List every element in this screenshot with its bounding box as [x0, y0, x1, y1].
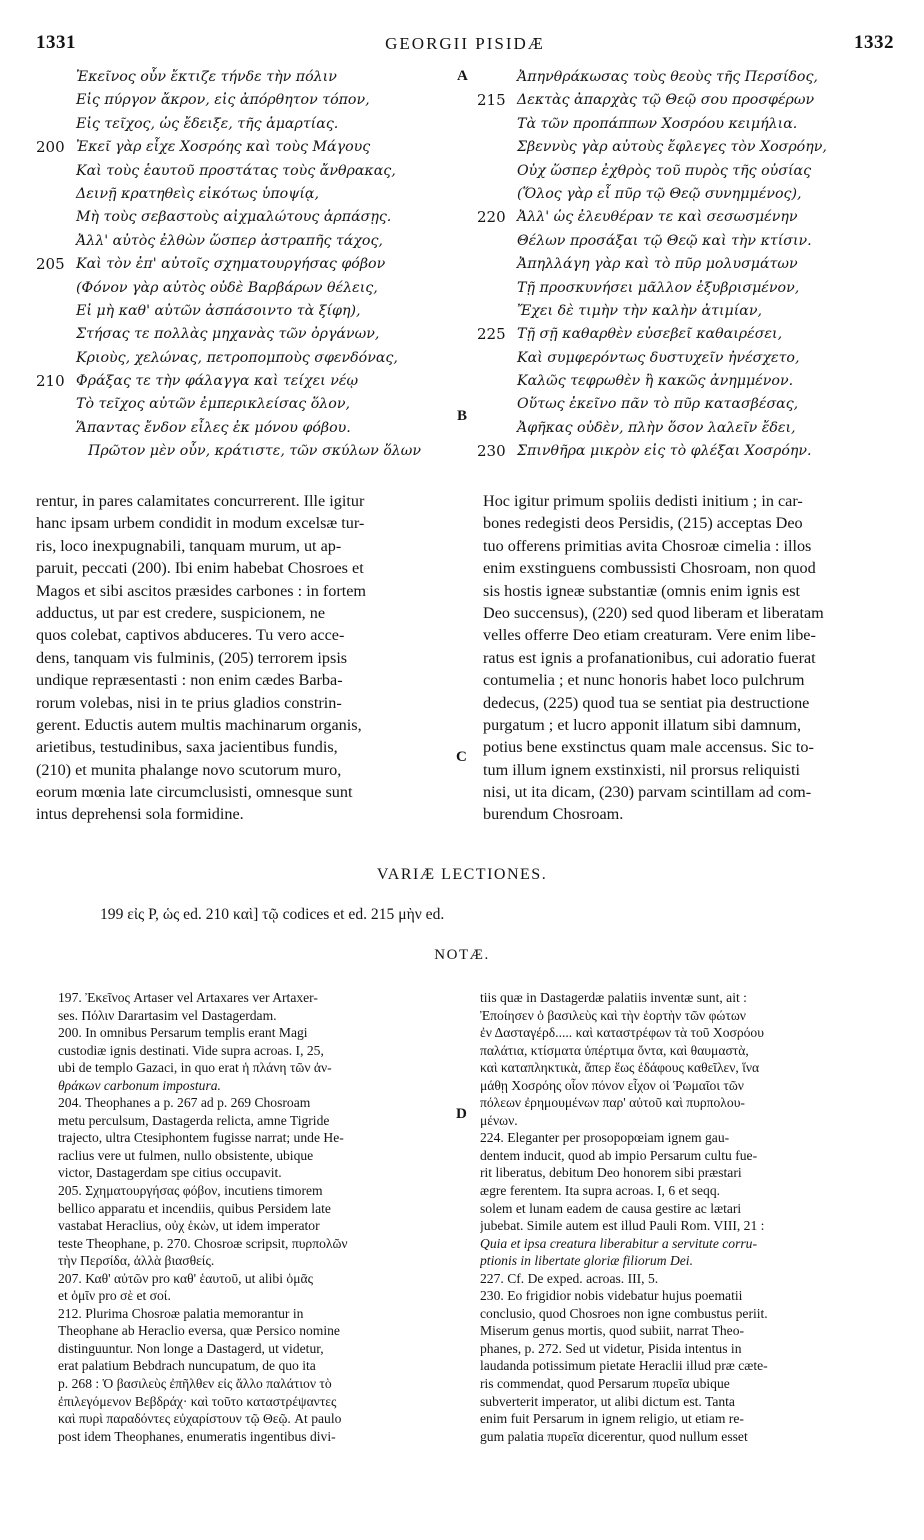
note-line: ris commendat, quod Persarum πυρεῖα ubique [480, 1376, 730, 1392]
verse-line [36, 417, 456, 440]
margin-marker-b: B [457, 408, 468, 424]
latin-line: intus deprehensi sola formidine. [36, 805, 244, 824]
verse-line [477, 277, 882, 300]
note-line: 227. Cf. De exped. acroas. III, 5. [480, 1270, 659, 1286]
page-number-left: 1331 [36, 32, 76, 53]
verse-line [477, 393, 882, 416]
verse-line [36, 253, 456, 276]
verse-line [36, 277, 456, 300]
latin-line: gerent. Eductis autem multis machinarum organis, [36, 715, 362, 734]
note-line: bellico apparatu et incendiis, quibus Persidem late [58, 1200, 331, 1216]
note-line: ses. Πόλιν Darartasim vel Dastagerdam. [58, 1007, 277, 1023]
note-line: 212. Plurima Chosroæ palatia memorantur in [58, 1305, 304, 1321]
latin-line: Magos et sibi ascitos præsides carbones : in fortem [36, 581, 366, 600]
note-line: phanes, p. 272. Sed ut videtur, Pisida intentus in [480, 1340, 742, 1356]
latin-line: Deo succensus), (220) sed quod liberam et liberatam [483, 603, 824, 622]
verse-text: Πρῶτον μὲν οὖν, κράτιστε, τῶν σκύλων ὅλων [88, 443, 421, 460]
greek-verse-right-column [477, 66, 882, 464]
note-line: subverterit imperator, ut alibi dictum est. Tanta [480, 1393, 735, 1409]
note-line: raclius vere ut fulmen, nullo obsistente, ubique [58, 1147, 314, 1163]
latin-line: eorum mœnia late circumclusisti, omnesque sunt [36, 783, 353, 802]
margin-marker-a: A [457, 68, 468, 84]
note-line: Quia et ipsa creatura liberabitur a servitute corru- [480, 1235, 758, 1251]
note-line: enim fuit Persarum in ignem religio, ut etiam re- [480, 1411, 744, 1427]
latin-line: nisi, ut ita dicam, (230) parvam scintillam ad com- [483, 783, 812, 802]
verse-text: Καὶ συμφερόντως δυστυχεῖν ἠνέσχετο, [517, 349, 800, 366]
latin-line: paruit, peccati (200). Ibi enim habebat Chosroes et [36, 559, 364, 578]
verse-text: Ἐκεῖνος οὖν ἔκτιζε τήνδε τὴν πόλιν [76, 69, 337, 85]
verse-text: Οὕτως ἐκεῖνο πᾶν τὸ πῦρ κατασβέσας, [517, 396, 799, 413]
verse-text: Τῇ σῇ καθαρθὲν εὐσεβεῖ καθαιρέσει, [517, 326, 783, 343]
note-line: θράκων carbonum impostura. [58, 1077, 221, 1093]
note-line: ptionis in libertate gloriæ filiorum Dei. [480, 1253, 693, 1269]
margin-marker-c: C [456, 749, 467, 765]
verse-line [36, 89, 456, 112]
verse-line [477, 347, 882, 370]
note-line: distinguuntur. Non longe a Dastagerd, ut videtur, [58, 1340, 324, 1356]
verse-number: 205 [36, 255, 65, 274]
verse-text: Ἐκεῖ γὰρ εἶχε Χοσρόης καὶ τοὺς Μάγους [76, 139, 371, 156]
note-line: dentem inducit, quod ab impio Persarum cultu fue- [480, 1147, 758, 1163]
latin-line: ratus est ignis a profanationibus, cui adoratio fuerat [483, 648, 816, 667]
latin-line: enim exstinguens combussisti Chosroam, non quod [483, 559, 816, 578]
verse-text: Τὰ τῶν προπάππων Χοσρόου κειμήλια. [517, 115, 798, 132]
note-line: gum palatia πυρεῖα dicerentur, quod nullum esset [480, 1428, 748, 1444]
verse-line [477, 440, 882, 463]
note-line: ægre ferentem. Ita supra acroas. I, 6 et seqq. [480, 1183, 721, 1199]
note-line: ἐν Δασταγέρδ..... καὶ καταστρέφων τὰ τοῦ Χοσρόου [480, 1025, 764, 1041]
verse-line [36, 323, 456, 346]
page-header [36, 32, 894, 58]
note-line: ubi de templo Gazaci, in quo erat ἡ πλάνη τῶν ἀν- [58, 1060, 332, 1076]
verse-text: Φράξας τε τὴν φάλαγγα καὶ τείχει νέῳ [76, 373, 359, 390]
note-line: vastabat Heraclius, οὐχ ἑκὼν, ut idem imperator [58, 1218, 320, 1234]
note-line: ἐπιλεγόμενον Βεβδράχ· καὶ τοῦτο καταστρέψαντες [58, 1393, 337, 1409]
verse-line [36, 136, 456, 159]
note-line: trajecto, ultra Ctesiphontem fugisse narrat; unde He- [58, 1130, 344, 1146]
latin-line: tum illum ignem exstinxisti, nil prorsus reliquisti [483, 760, 800, 779]
latin-line: undique repræsentasti : non enim cædes Barba- [36, 671, 343, 690]
verse-text: Στήσας τε πολλὰς μηχανὰς τῶν ὀργάνων, [76, 326, 380, 343]
verse-text: Θέλων προσάξαι τῷ Θεῷ καὶ τὴν κτίσιν. [517, 232, 812, 249]
latin-line: hanc ipsam urbem condidit in modum excelsæ tur- [36, 514, 365, 533]
verse-text: Δεινῇ κρατηθεὶς εἰκότως ὑποψίᾳ, [76, 185, 319, 202]
verse-text: Ἀλλ' ὡς ἐλευθέραν τε καὶ σεσωσμένην [517, 209, 798, 226]
note-line: 205. Σχηματουργήσας φόβον, incutiens timorem [58, 1183, 323, 1199]
note-line: laudanda potissimum pietate Heraclii illud præ cæte- [480, 1358, 768, 1374]
note-line: 197. Ἐκεῖνος Artaser vel Artaxares ver Artaxer- [58, 990, 318, 1005]
note-line: 224. Eleganter per prosopopœiam ignem gau- [480, 1130, 730, 1146]
note-line: 230. Eo frigidior nobis videbatur hujus poematii [480, 1288, 743, 1304]
note-line: παλάτια, κτίσματα ὑπέρτιμα ὄντα, καὶ θαυμαστὰ, [480, 1042, 749, 1058]
latin-translation-right-column [483, 490, 888, 826]
note-line: metu perculsum, Dastagerda relicta, amne Tigride [58, 1112, 330, 1128]
note-line: conclusio, quod Chosroes non igne combustus periit. [480, 1305, 768, 1321]
verse-number: 225 [477, 325, 506, 344]
latin-line: adductus, ut par est credere, suspicionem, ne [36, 603, 326, 622]
notes-left-column [58, 989, 458, 1445]
verse-line [477, 113, 882, 136]
verse-text: Καὶ τοὺς ἑαυτοῦ προστάτας τοὺς ἄνθρακας, [76, 162, 396, 179]
latin-line: contumelia ; et nunc honoris habet loco pulchrum [483, 671, 805, 690]
verse-line [477, 160, 882, 183]
note-line: solem et lunam eadem de causa gestire ac lætari [480, 1200, 742, 1216]
verse-text: Μὴ τοὺς σεβαστοὺς αἰχμαλώτους ἁρπάσῃς. [76, 209, 392, 226]
verse-text: Οὐχ ὥσπερ ἐχθρὸς τοῦ πυρὸς τῆς οὐσίας [517, 162, 812, 179]
verse-text: Σβεννὺς γὰρ αὐτοὺς ἔφλεγες τὸν Χοσρόην, [517, 139, 827, 156]
note-line: Miserum genus mortis, quod subiit, narrat Theo- [480, 1323, 745, 1339]
note-line: Theophane ab Heraclio eversa, quæ Persico nomine [58, 1323, 340, 1339]
verse-line [477, 89, 882, 112]
latin-line: (210) et munita phalange novo scutorum muro, [36, 760, 342, 779]
latin-line: burendum Chosroam. [483, 805, 624, 824]
verse-text: (Ὅλος γὰρ εἶ πῦρ τῷ Θεῷ συνημμένος), [517, 185, 802, 202]
verse-line [477, 183, 882, 206]
verse-text: Τὸ τεῖχος αὐτῶν ἐμπερικλείσας ὅλον, [76, 396, 350, 413]
note-line: καὶ πυρὶ παραδόντες εὐχαρίστουν τῷ Θεῷ. At paulo [58, 1411, 342, 1427]
verse-text: (Φόνον γὰρ αὐτὸς οὐδὲ Βαρβάρων θέλεις, [76, 279, 378, 296]
note-line: Ἐποίησεν ὁ βασιλεὺς καὶ τὴν ἑορτὴν τῶν φώτων [480, 1007, 746, 1023]
latin-line: sis hostis igneæ substantiæ (omnis enim ignis est [483, 581, 801, 600]
verse-line [36, 206, 456, 229]
verse-text: Ἅπαντας ἔνδον εἶλες ἐκ μόνου φόβου. [76, 419, 351, 436]
greek-verse-left-column [36, 66, 456, 464]
latin-line: arietibus, testudinibus, saxa jacientibus fundis, [36, 738, 338, 757]
verse-line [36, 300, 456, 323]
verse-line [477, 206, 882, 229]
verse-text: Εἰς τεῖχος, ὡς ἔδειξε, τῆς ἁμαρτίας. [76, 115, 339, 132]
verse-text: Εἰς πύργον ἄκρον, εἰς ἀπόρθητον τόπον, [76, 92, 370, 109]
verse-text: Ἀλλ' αὐτὸς ἐλθὼν ὥσπερ ἀστραπῆς τάχος, [76, 232, 383, 249]
verse-text: Εἰ μὴ καθ' αὐτῶν ἀσπάσοιντο τὰ ξίφη), [76, 302, 361, 319]
latin-line: ris, loco inexpugnabili, tanquam murum, ut ap- [36, 536, 342, 555]
verse-line [36, 230, 456, 253]
note-line: 207. Καθ' αὐτῶν pro καθ' ἑαυτοῦ, ut alibi ὁμᾶς [58, 1270, 313, 1286]
note-line: 204. Theophanes a p. 267 ad p. 269 Chosroam [58, 1095, 311, 1111]
note-line: μένων. [480, 1112, 518, 1128]
note-line: μάθῃ Χοσρόης οἷον πόνον εἶχον οἱ Ῥωμαῖοι τῶν [480, 1077, 744, 1093]
latin-line: purgatum ; et lucro apponit illatum sibi damnum, [483, 715, 802, 734]
note-line: p. 268 : Ὁ βασιλεὺς ἐπῆλθεν εἰς ἄλλο παλάτιον τὸ [58, 1376, 332, 1392]
verse-number: 215 [477, 91, 506, 110]
variae-lectiones-text: 199 εἰς P, ὡς ed. 210 καὶ] τῷ codices et ed. 215 μὴν ed. [100, 906, 445, 923]
latin-line: dens, tanquam vis fulminis, (205) terrorem ipsis [36, 648, 348, 667]
running-title: GEORGII PISIDÆ [385, 34, 545, 53]
verse-text: Δεκτὰς ἀπαρχὰς τῷ Θεῷ σου προσφέρων [517, 92, 815, 109]
latin-line: potius bene exstinctus quam male accensus. Sic to- [483, 738, 814, 757]
verse-line [477, 300, 882, 323]
page-number-right: 1332 [854, 32, 894, 53]
latin-line: rentur, in pares calamitates concurrerent. Ille igitur [36, 492, 365, 510]
verse-text: Κριοὺς, χελώνας, πετροπομποὺς σφενδόνας, [76, 349, 398, 366]
verse-line [477, 230, 882, 253]
note-line: jubebat. Simile autem est illud Pauli Rom. VIII, 21 : [480, 1218, 765, 1234]
verse-text: Ἀφῆκας οὐδὲν, πλὴν ὅσον λαλεῖν ἔδει, [517, 419, 796, 436]
verse-number: 230 [477, 442, 506, 461]
latin-translation-left-column [36, 490, 453, 826]
verse-line [36, 393, 456, 416]
variae-lectiones-heading: VARIÆ LECTIONES. [376, 866, 548, 883]
note-line: custodiæ ignis destinati. Vide supra acroas. I, 25, [58, 1042, 324, 1058]
note-line: et ὁμῖν pro σὲ et σοί. [58, 1288, 171, 1304]
verse-line [477, 370, 882, 393]
latin-line: velles offerre Deo etiam creaturam. Vere enim libe- [483, 626, 816, 645]
note-line: tiis quæ in Dastagerdæ palatiis inventæ sunt, ait : [480, 990, 747, 1005]
latin-line: rorum volebas, nisi in te prius gladios constrin- [36, 693, 342, 712]
verse-text: Ἀπηνθράκωσας τοὺς θεοὺς τῆς Περσίδος, [517, 69, 818, 85]
note-line: καὶ καταπληκτικὰ, ἄπερ ἕως ἐδάφους καθεῖλεν, ἵνα [480, 1060, 760, 1076]
verse-line [36, 160, 456, 183]
note-line: erat palatium Bebdrach nuncupatum, de quo ita [58, 1358, 316, 1374]
latin-line: bones redegisti deos Persidis, (215) acceptas Deo [483, 514, 803, 533]
latin-line: dedecus, (225) quod tua se sentiat pia destructione [483, 693, 810, 712]
latin-line: tuo offerens primitias avita Chosroæ cimelia : illos [483, 536, 812, 555]
note-line: τὴν Περσίδα, ἀλλὰ βιασθείς. [58, 1253, 215, 1269]
verse-line [477, 417, 882, 440]
verse-line [36, 370, 456, 393]
note-line: 200. In omnibus Persarum templis erant Magi [58, 1025, 308, 1041]
verse-line [36, 440, 456, 463]
verse-text: Ἔχει δὲ τιμὴν τὴν καλὴν ἀτιμίαν, [517, 302, 763, 319]
notes-right-column [480, 989, 888, 1445]
verse-text: Σπινθῆρα μικρὸν εἰς τὸ φλέξαι Χοσρόην. [517, 443, 812, 460]
note-line: πόλεων ἐρημουμένων παρ' αὐτοῦ καὶ πυρπολου- [480, 1095, 745, 1111]
note-line: victor, Dastagerdam spe citius occupavit. [58, 1165, 282, 1181]
notae-heading: NOTÆ. [434, 947, 490, 963]
verse-line [36, 113, 456, 136]
margin-marker-d: D [456, 1106, 467, 1122]
verse-line [36, 347, 456, 370]
verse-text: Καλῶς τεφρωθὲν ἢ κακῶς ἀνημμένον. [517, 373, 794, 390]
verse-text: Ἀπηλλάγη γὰρ καὶ τὸ πῦρ μολυσμάτων [517, 256, 798, 273]
verse-line [477, 136, 882, 159]
note-line: rit liberatus, debitum Deo honorem sibi præstari [480, 1165, 742, 1181]
verse-number: 220 [477, 208, 506, 227]
latin-line: quos colebat, captivos abduceres. Tu vero acce- [36, 626, 345, 645]
verse-number: 210 [36, 372, 65, 391]
verse-line [477, 66, 882, 89]
verse-line [477, 323, 882, 346]
latin-line: Hoc igitur primum spoliis dedisti initium ; in car- [483, 492, 803, 510]
verse-text: Τῇ προσκυνήσει μᾶλλον ἐξυβρισμένον, [517, 279, 800, 296]
verse-line [477, 253, 882, 276]
verse-line [36, 66, 456, 89]
verse-line [36, 183, 456, 206]
note-line: teste Theophane, p. 270. Chosroæ scripsit, πυρπολῶν [58, 1235, 348, 1251]
verse-text: Καὶ τὸν ἐπ' αὐτοῖς σχηματουργήσας φόβον [76, 256, 386, 273]
verse-number: 200 [36, 138, 65, 157]
note-line: post idem Theophanes, enumeratis ingentibus divi- [58, 1428, 336, 1444]
